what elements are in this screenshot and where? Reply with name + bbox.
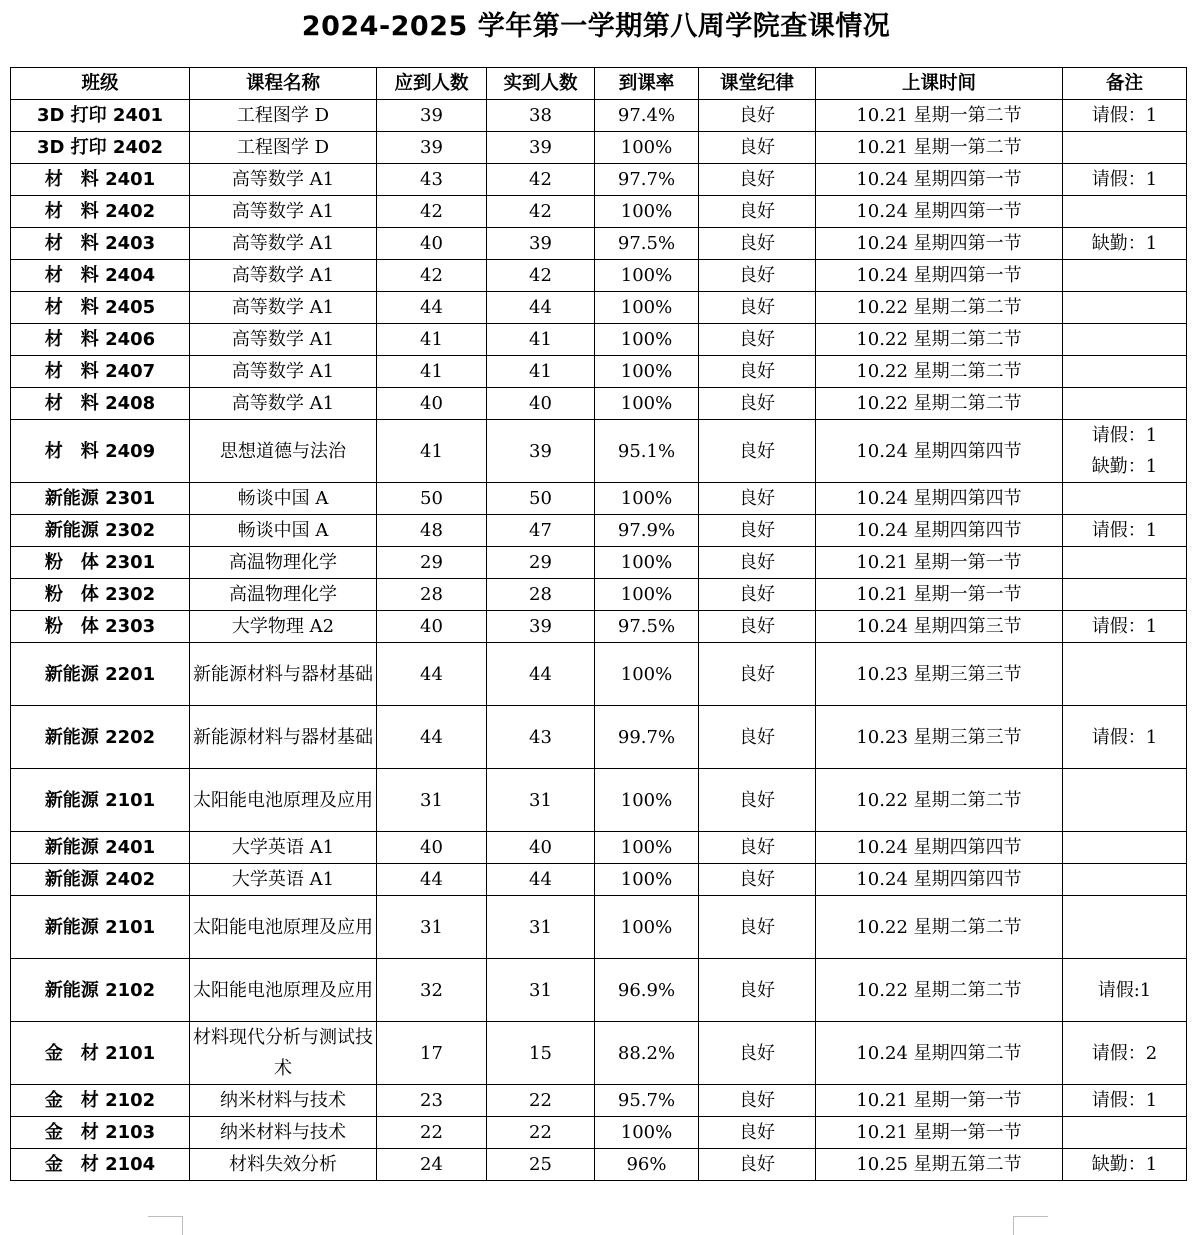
discipline-cell: 良好 [699, 388, 816, 420]
notes-cell [1063, 292, 1187, 324]
rate-cell: 97.5% [595, 611, 699, 643]
time-cell: 10.24 星期四第一节 [816, 228, 1063, 260]
notes-cell [1063, 579, 1187, 611]
course-cell: 纳米材料与技术 [190, 1117, 377, 1149]
rate-cell: 88.2% [595, 1022, 699, 1085]
discipline-cell: 良好 [699, 1085, 816, 1117]
notes-cell [1063, 1117, 1187, 1149]
class-cell: 材 料 2404 [11, 260, 190, 292]
table-row [11, 420, 1187, 483]
class-cell: 粉 体 2301 [11, 547, 190, 579]
rate-cell: 100% [595, 196, 699, 228]
actual-cell: 39 [487, 420, 595, 483]
notes-cell [1063, 706, 1187, 769]
table-row [11, 324, 1187, 356]
actual-cell: 40 [487, 388, 595, 420]
time-cell: 10.24 星期四第三节 [816, 611, 1063, 643]
expected-cell: 44 [377, 706, 487, 769]
note-text: 请假：2 [1091, 1042, 1158, 1064]
time-cell: 10.24 星期四第一节 [816, 196, 1063, 228]
course-cell: 工程图学 D [190, 100, 377, 132]
time-cell: 10.21 星期一第二节 [816, 132, 1063, 164]
expected-cell: 29 [377, 547, 487, 579]
discipline-cell: 良好 [699, 420, 816, 483]
notes-cell [1063, 959, 1187, 1022]
discipline-cell: 良好 [699, 579, 816, 611]
expected-cell: 41 [377, 324, 487, 356]
time-cell: 10.22 星期二第二节 [816, 292, 1063, 324]
actual-cell: 50 [487, 483, 595, 515]
rate-cell: 100% [595, 292, 699, 324]
notes-cell [1063, 896, 1187, 959]
time-cell: 10.21 星期一第一节 [816, 579, 1063, 611]
discipline-cell: 良好 [699, 100, 816, 132]
course-cell: 太阳能电池原理及应用 [190, 769, 377, 832]
page-corner-mark-right [1013, 1216, 1048, 1235]
course-cell: 高等数学 A1 [190, 292, 377, 324]
discipline-cell: 良好 [699, 1149, 816, 1181]
actual-cell: 41 [487, 324, 595, 356]
rate-cell: 97.9% [595, 515, 699, 547]
table-row [11, 1117, 1187, 1149]
note-text: 缺勤：1 [1091, 1154, 1158, 1175]
discipline-cell: 良好 [699, 515, 816, 547]
course-cell: 畅谈中国 A [190, 515, 377, 547]
course-cell: 高温物理化学 [190, 579, 377, 611]
discipline-cell: 良好 [699, 864, 816, 896]
class-cell: 新能源 2101 [11, 896, 190, 959]
note-text: 请假：1 [1091, 105, 1158, 126]
course-cell: 高等数学 A1 [190, 196, 377, 228]
table-row [11, 769, 1187, 832]
class-cell: 材 料 2407 [11, 356, 190, 388]
col-header-time: 上课时间 [816, 68, 1063, 100]
time-cell: 10.24 星期四第四节 [816, 483, 1063, 515]
table-row [11, 1022, 1187, 1085]
actual-cell: 44 [487, 292, 595, 324]
discipline-cell: 良好 [699, 356, 816, 388]
notes-cell [1063, 420, 1187, 483]
expected-cell: 40 [377, 611, 487, 643]
time-cell: 10.24 星期四第四节 [816, 864, 1063, 896]
expected-cell: 31 [377, 896, 487, 959]
table-row [11, 164, 1187, 196]
notes-cell [1063, 547, 1187, 579]
time-cell: 10.21 星期一第一节 [816, 1117, 1063, 1149]
class-cell: 金 材 2102 [11, 1085, 190, 1117]
class-cell: 材 料 2402 [11, 196, 190, 228]
discipline-cell: 良好 [699, 483, 816, 515]
time-cell: 10.22 星期二第二节 [816, 388, 1063, 420]
actual-cell: 22 [487, 1117, 595, 1149]
class-cell: 新能源 2401 [11, 832, 190, 864]
rate-cell: 100% [595, 579, 699, 611]
discipline-cell: 良好 [699, 196, 816, 228]
notes-cell [1063, 1085, 1187, 1117]
note-text: 请假：1 [1091, 616, 1158, 637]
table-row [11, 959, 1187, 1022]
rate-cell: 100% [595, 388, 699, 420]
notes-cell [1063, 196, 1187, 228]
expected-cell: 44 [377, 643, 487, 706]
expected-cell: 44 [377, 292, 487, 324]
actual-cell: 31 [487, 959, 595, 1022]
course-cell: 太阳能电池原理及应用 [190, 959, 377, 1022]
class-cell: 粉 体 2302 [11, 579, 190, 611]
table-row [11, 896, 1187, 959]
class-cell: 金 材 2103 [11, 1117, 190, 1149]
course-cell: 思想道德与法治 [190, 420, 377, 483]
rate-cell: 97.7% [595, 164, 699, 196]
class-cell: 金 材 2104 [11, 1149, 190, 1181]
expected-cell: 32 [377, 959, 487, 1022]
table-row [11, 196, 1187, 228]
time-cell: 10.21 星期一第二节 [816, 100, 1063, 132]
class-cell: 新能源 2201 [11, 643, 190, 706]
actual-cell: 39 [487, 611, 595, 643]
class-cell: 3D 打印 2401 [11, 100, 190, 132]
rate-cell: 100% [595, 864, 699, 896]
notes-cell [1063, 832, 1187, 864]
course-cell: 高等数学 A1 [190, 164, 377, 196]
expected-cell: 41 [377, 356, 487, 388]
rate-cell: 97.5% [595, 228, 699, 260]
table-row [11, 515, 1187, 547]
rate-cell: 95.1% [595, 420, 699, 483]
note-text: 请假：1 [1091, 726, 1158, 748]
col-header-course: 课程名称 [190, 68, 377, 100]
table-row [11, 292, 1187, 324]
table-row [11, 228, 1187, 260]
actual-cell: 29 [487, 547, 595, 579]
course-cell: 高等数学 A1 [190, 356, 377, 388]
table-row [11, 547, 1187, 579]
actual-cell: 44 [487, 643, 595, 706]
rate-cell: 100% [595, 896, 699, 959]
time-cell: 10.25 星期五第二节 [816, 1149, 1063, 1181]
course-cell: 大学英语 A1 [190, 864, 377, 896]
course-cell: 新能源材料与器材基础 [190, 706, 377, 769]
table-row [11, 864, 1187, 896]
class-cell: 材 料 2408 [11, 388, 190, 420]
class-cell: 材 料 2405 [11, 292, 190, 324]
rate-cell: 100% [595, 356, 699, 388]
header-row [11, 68, 1187, 100]
notes-cell [1063, 132, 1187, 164]
col-header-rate: 到课率 [595, 68, 699, 100]
notes-cell [1063, 388, 1187, 420]
course-cell: 太阳能电池原理及应用 [190, 896, 377, 959]
table-row [11, 1085, 1187, 1117]
expected-cell: 44 [377, 864, 487, 896]
actual-cell: 31 [487, 769, 595, 832]
rate-cell: 100% [595, 260, 699, 292]
time-cell: 10.22 星期二第二节 [816, 356, 1063, 388]
actual-cell: 39 [487, 228, 595, 260]
course-cell: 高等数学 A1 [190, 228, 377, 260]
table-row [11, 579, 1187, 611]
note-text: 请假:1 [1097, 979, 1152, 1001]
course-cell: 大学物理 A2 [190, 611, 377, 643]
class-cell: 新能源 2402 [11, 864, 190, 896]
col-header-notes: 备注 [1063, 68, 1187, 100]
notes-cell [1063, 1149, 1187, 1181]
notes-cell [1063, 483, 1187, 515]
notes-cell [1063, 1022, 1187, 1085]
course-cell: 大学英语 A1 [190, 832, 377, 864]
col-header-discipline: 课堂纪律 [699, 68, 816, 100]
discipline-cell: 良好 [699, 706, 816, 769]
rate-cell: 100% [595, 769, 699, 832]
time-cell: 10.24 星期四第四节 [816, 515, 1063, 547]
rate-cell: 96.9% [595, 959, 699, 1022]
discipline-cell: 良好 [699, 896, 816, 959]
course-cell: 畅谈中国 A [190, 483, 377, 515]
expected-cell: 48 [377, 515, 487, 547]
discipline-cell: 良好 [699, 643, 816, 706]
discipline-cell: 良好 [699, 1117, 816, 1149]
discipline-cell: 良好 [699, 547, 816, 579]
time-cell: 10.22 星期二第二节 [816, 769, 1063, 832]
class-cell: 新能源 2301 [11, 483, 190, 515]
rate-cell: 100% [595, 547, 699, 579]
discipline-cell: 良好 [699, 164, 816, 196]
notes-cell [1063, 356, 1187, 388]
discipline-cell: 良好 [699, 132, 816, 164]
notes-cell [1063, 228, 1187, 260]
course-cell: 纳米材料与技术 [190, 1085, 377, 1117]
class-cell: 粉 体 2303 [11, 611, 190, 643]
discipline-cell: 良好 [699, 611, 816, 643]
actual-cell: 42 [487, 196, 595, 228]
discipline-cell: 良好 [699, 1022, 816, 1085]
actual-cell: 47 [487, 515, 595, 547]
rate-cell: 100% [595, 1117, 699, 1149]
table-row [11, 706, 1187, 769]
course-cell: 高等数学 A1 [190, 324, 377, 356]
notes-cell [1063, 515, 1187, 547]
discipline-cell: 良好 [699, 959, 816, 1022]
course-cell: 高等数学 A1 [190, 388, 377, 420]
expected-cell: 40 [377, 388, 487, 420]
expected-cell: 23 [377, 1085, 487, 1117]
table-row [11, 132, 1187, 164]
time-cell: 10.24 星期四第二节 [816, 1022, 1063, 1085]
rate-cell: 100% [595, 132, 699, 164]
class-cell: 新能源 2102 [11, 959, 190, 1022]
note-text: 请假：1 [1091, 169, 1158, 190]
actual-cell: 42 [487, 260, 595, 292]
expected-cell: 42 [377, 196, 487, 228]
rate-cell: 100% [595, 832, 699, 864]
table-row [11, 832, 1187, 864]
actual-cell: 38 [487, 100, 595, 132]
class-cell: 材 料 2406 [11, 324, 190, 356]
expected-cell: 39 [377, 132, 487, 164]
class-cell: 材 料 2401 [11, 164, 190, 196]
expected-cell: 43 [377, 164, 487, 196]
expected-cell: 24 [377, 1149, 487, 1181]
time-cell: 10.24 星期四第一节 [816, 260, 1063, 292]
class-cell: 材 料 2409 [11, 420, 190, 483]
time-cell: 10.24 星期四第四节 [816, 832, 1063, 864]
course-cell: 工程图学 D [190, 132, 377, 164]
notes-cell [1063, 769, 1187, 832]
rate-cell: 95.7% [595, 1085, 699, 1117]
table-row [11, 483, 1187, 515]
table-row [11, 356, 1187, 388]
col-header-expected: 应到人数 [377, 68, 487, 100]
time-cell: 10.24 星期四第一节 [816, 164, 1063, 196]
time-cell: 10.21 星期一第一节 [816, 547, 1063, 579]
course-cell: 材料失效分析 [190, 1149, 377, 1181]
rate-cell: 99.7% [595, 706, 699, 769]
actual-cell: 28 [487, 579, 595, 611]
notes-cell [1063, 864, 1187, 896]
discipline-cell: 良好 [699, 324, 816, 356]
col-header-actual: 实到人数 [487, 68, 595, 100]
table-row [11, 100, 1187, 132]
class-cell: 3D 打印 2402 [11, 132, 190, 164]
expected-cell: 50 [377, 483, 487, 515]
table-row [11, 388, 1187, 420]
time-cell: 10.24 星期四第四节 [816, 420, 1063, 483]
class-cell: 新能源 2101 [11, 769, 190, 832]
rate-cell: 100% [595, 324, 699, 356]
actual-cell: 22 [487, 1085, 595, 1117]
actual-cell: 31 [487, 896, 595, 959]
course-cell: 高等数学 A1 [190, 260, 377, 292]
time-cell: 10.23 星期三第三节 [816, 643, 1063, 706]
discipline-cell: 良好 [699, 260, 816, 292]
time-cell: 10.22 星期二第二节 [816, 959, 1063, 1022]
expected-cell: 22 [377, 1117, 487, 1149]
actual-cell: 42 [487, 164, 595, 196]
actual-cell: 25 [487, 1149, 595, 1181]
expected-cell: 40 [377, 228, 487, 260]
notes-cell [1063, 324, 1187, 356]
table-row [11, 643, 1187, 706]
table-row [11, 1149, 1187, 1181]
rate-cell: 97.4% [595, 100, 699, 132]
notes-cell [1063, 611, 1187, 643]
actual-cell: 40 [487, 832, 595, 864]
course-cell: 材料现代分析与测试技术 [190, 1022, 377, 1085]
actual-cell: 15 [487, 1022, 595, 1085]
expected-cell: 41 [377, 420, 487, 483]
expected-cell: 39 [377, 100, 487, 132]
rate-cell: 96% [595, 1149, 699, 1181]
discipline-cell: 良好 [699, 769, 816, 832]
notes-cell [1063, 643, 1187, 706]
class-cell: 新能源 2202 [11, 706, 190, 769]
col-header-class: 班级 [11, 68, 190, 100]
actual-cell: 39 [487, 132, 595, 164]
discipline-cell: 良好 [699, 832, 816, 864]
table-row [11, 611, 1187, 643]
table-row [11, 260, 1187, 292]
notes-cell [1063, 260, 1187, 292]
expected-cell: 28 [377, 579, 487, 611]
rate-cell: 100% [595, 483, 699, 515]
course-cell: 新能源材料与器材基础 [190, 643, 377, 706]
course-cell: 高温物理化学 [190, 547, 377, 579]
expected-cell: 31 [377, 769, 487, 832]
actual-cell: 43 [487, 706, 595, 769]
page-title: 2024-2025 学年第一学期第八周学院查课情况 [301, 11, 891, 42]
actual-cell: 44 [487, 864, 595, 896]
note-text: 缺勤：1 [1091, 456, 1158, 477]
actual-cell: 41 [487, 356, 595, 388]
class-cell: 新能源 2302 [11, 515, 190, 547]
notes-cell [1063, 100, 1187, 132]
table-body [11, 100, 1187, 1181]
discipline-cell: 良好 [699, 292, 816, 324]
rate-cell: 100% [595, 643, 699, 706]
class-cell: 金 材 2101 [11, 1022, 190, 1085]
time-cell: 10.21 星期一第一节 [816, 1085, 1063, 1117]
attendance-table [10, 67, 1187, 1181]
expected-cell: 40 [377, 832, 487, 864]
discipline-cell: 良好 [699, 228, 816, 260]
time-cell: 10.22 星期二第二节 [816, 324, 1063, 356]
notes-cell [1063, 164, 1187, 196]
note-text: 请假：1 [1091, 425, 1158, 446]
note-text: 请假：1 [1091, 1090, 1158, 1111]
expected-cell: 42 [377, 260, 487, 292]
note-text: 请假：1 [1091, 520, 1158, 541]
time-cell: 10.22 星期二第二节 [816, 896, 1063, 959]
time-cell: 10.23 星期三第三节 [816, 706, 1063, 769]
class-cell: 材 料 2403 [11, 228, 190, 260]
expected-cell: 17 [377, 1022, 487, 1085]
note-text: 缺勤：1 [1091, 233, 1158, 254]
page-corner-mark-left [148, 1216, 183, 1235]
